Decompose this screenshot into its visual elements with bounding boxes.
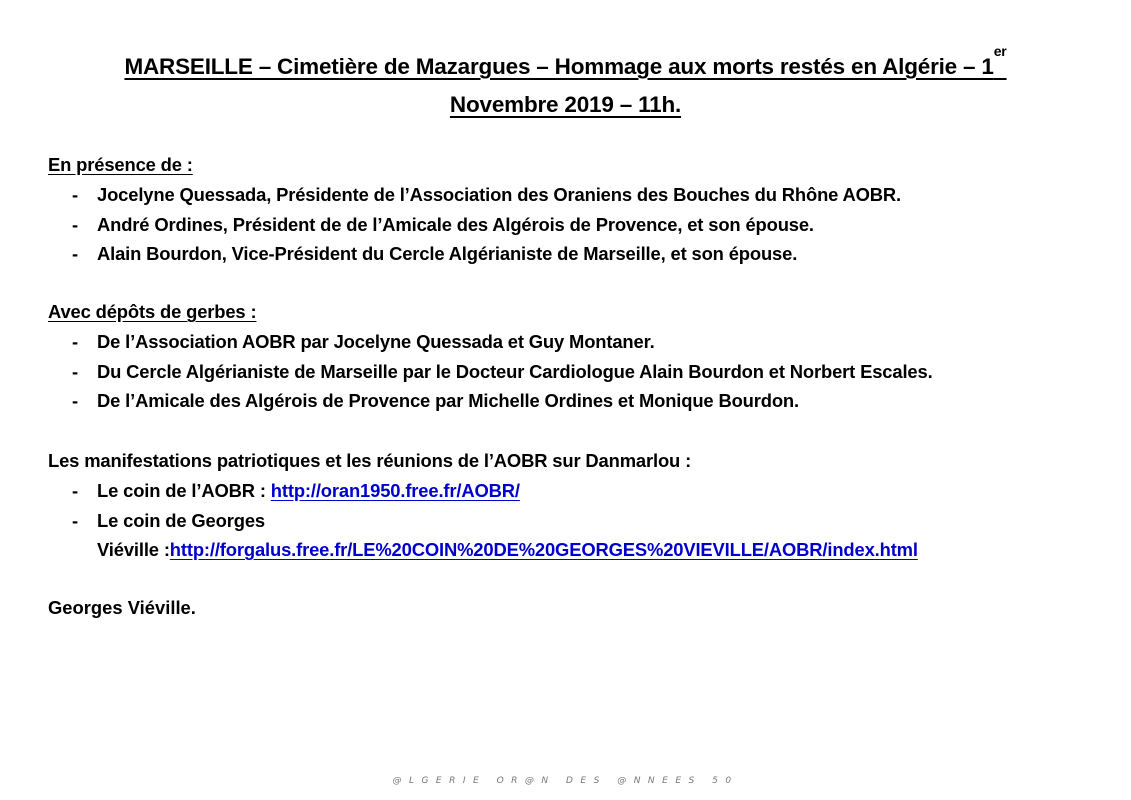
dash-marker: - [72,331,78,352]
list-item: - Alain Bourdon, Vice-Président du Cercle Algérianiste de Marseille, et son épouse. [48,239,901,269]
list-item [48,476,918,506]
dash-marker: - [72,360,78,382]
dash-marker: - [72,390,78,411]
gerbes-heading: Avec dépôts de gerbes : [48,301,257,322]
presence-section [48,150,901,269]
links-list [48,476,918,565]
gerbes-section [48,297,933,416]
list-item: - André Ordines, Président de de l’Amicale des Algérois de Provence, et son épouse. [48,210,901,240]
list-item: - De l’Amicale des Algérois de Provence par Michelle Ordines et Monique Bourdon. [48,386,933,416]
presence-heading: En présence de : [48,154,193,175]
title-superscript: er [993,43,1007,59]
aobr-link[interactable]: http://oran1950.free.fr/AOBR/ [270,480,520,501]
georges-link[interactable]: http://forgalus.free.fr/LE%20COIN%20DE%20GEORGES%20VIEVILLE/AOBR/index.html [169,539,918,560]
title-line-1: MARSEILLE – Cimetière de Mazargues – Hommage aux morts restés en Algérie – 1er [124,43,1007,79]
link-label-continuation: Viéville :http://forgalus.free.fr/LE%20COIN%20DE%20GEORGES%20VIEVILLE/AOBR/index.html [97,539,918,560]
gerbes-list [48,327,933,416]
title-line-2: Novembre 2019 – 11h. [449,92,682,117]
dash-marker: - [72,243,78,264]
list-item: - Jocelyne Quessada, Présidente de l’Association des Oraniens des Bouches du Rhône AOBR. [48,180,901,210]
manifestations-heading: Les manifestations patriotiques et les réunions de l’AOBR sur Danmarlou : [48,450,692,471]
dash-marker: - [72,184,78,205]
link-label: Le coin de Georges [97,509,265,531]
dash-marker: - [72,213,78,235]
list-item: - Du Cercle Algérianiste de Marseille par le Docteur Cardiologue Alain Bourdon et Norbert Escales. [48,357,933,387]
list-item [48,506,918,565]
link-label: Le coin de l’AOBR : [97,480,271,501]
presence-list [48,180,901,269]
signature: Georges Viéville. [48,597,196,618]
list-item: - De l’Association AOBR par Jocelyne Quessada et Guy Montaner. [48,327,933,357]
dash-marker: - [72,509,78,531]
footer-watermark: @LGERIE OR@N DES @NNEES 50 [392,776,739,786]
dash-marker: - [72,480,78,501]
manifestations-section [48,446,918,565]
page-title [40,43,1091,124]
